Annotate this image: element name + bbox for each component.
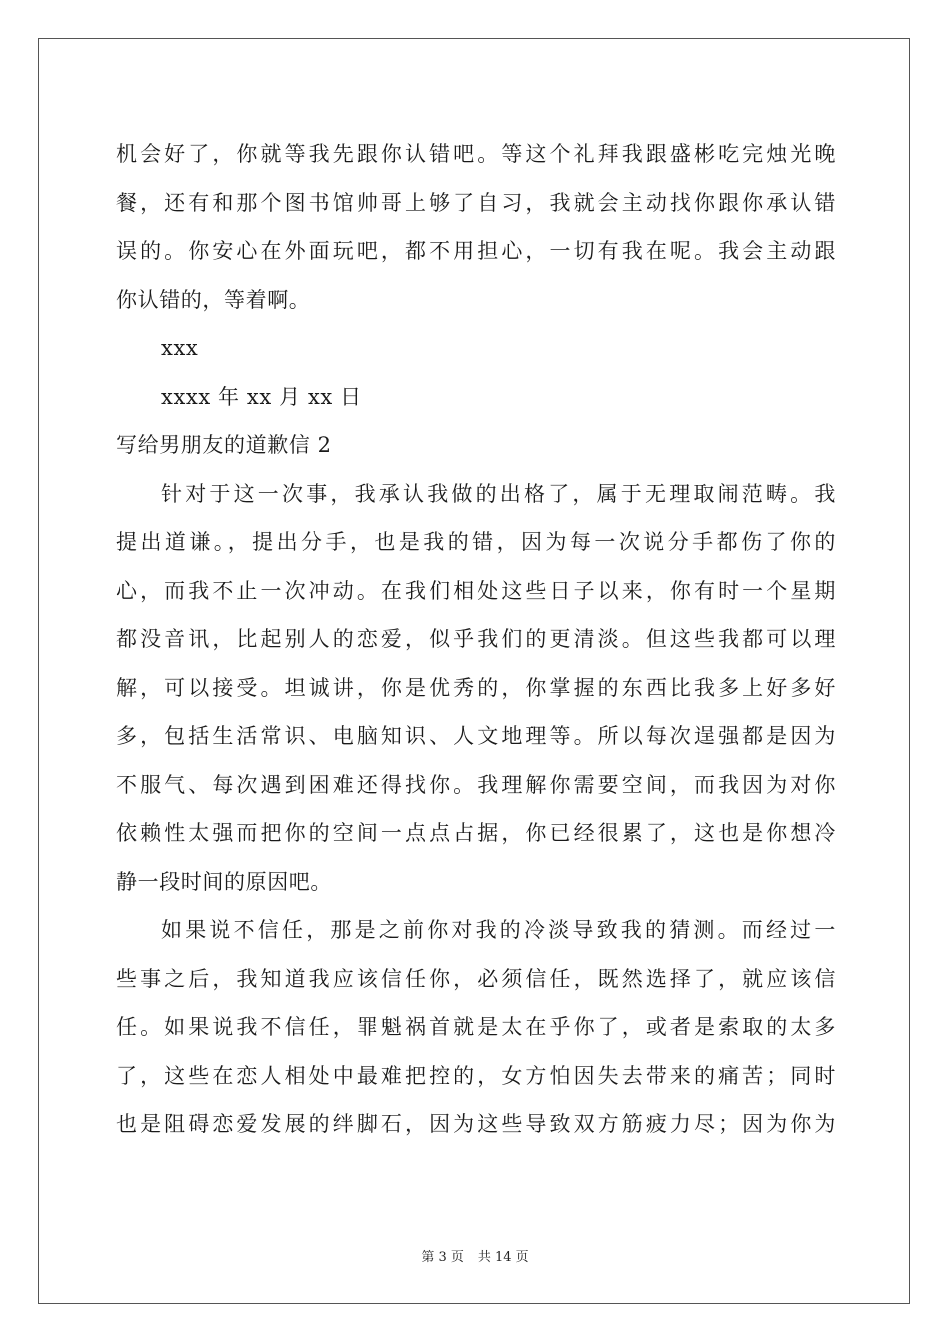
signature: xxx	[161, 336, 199, 360]
text-line: 心，而我不止一次冲动。在我们相处这些日子以来，你有时一个星期	[116, 578, 836, 603]
document-body	[116, 130, 836, 1149]
text-line: 多，包括生活常识、电脑知识、人文地理等。所以每次逞强都是因为	[116, 724, 836, 748]
text-line: 如果说不信任，那是之前你对我的冷淡导致我的猜测。而经过一	[161, 918, 836, 942]
text-line: 都没音讯，比起别人的恋爱，似乎我们的更清淡。但这些我都可以理	[116, 627, 836, 651]
text-line: 餐，还有和那个图书馆帅哥上够了自习，我就会主动找你跟你承认错	[116, 190, 836, 215]
text-line: 不服气、每次遇到困难还得找你。我理解你需要空间，而我因为对你	[116, 772, 836, 797]
text-line: 了，这些在恋人相处中最难把控的，女方怕因失去带来的痛苦；同时	[116, 1063, 836, 1088]
page-total: 共 14 页	[477, 1250, 529, 1265]
page-number: 第 3 页	[421, 1250, 464, 1265]
page-footer	[0, 1246, 950, 1265]
text-line: 误的。你安心在外面玩吧，都不用担心，一切有我在呢。我会主动跟	[116, 239, 836, 263]
text-line: 你认错的，等着啊。	[116, 287, 311, 312]
text-line: 机会好了，你就等我先跟你认错吧。等这个礼拜我跟盛彬吃完烛光晚	[116, 142, 836, 166]
text-line: 也是阻碍恋爱发展的绊脚石，因为这些导致双方筋疲力尽；因为你为	[116, 1112, 836, 1136]
text-line: 静一段时间的原因吧。	[116, 869, 332, 894]
text-line: 依赖性太强而把你的空间一点点占据，你已经很累了，这也是你想冷	[116, 821, 836, 845]
text-line: 提出道谦。，提出分手，也是我的错，因为每一次说分手都伤了你的	[116, 530, 836, 554]
text-line: 解，可以接受。坦诚讲，你是优秀的，你掌握的东西比我多上好多好	[116, 675, 836, 700]
letter-date: xxxx 年 xx 月 xx 日	[161, 384, 362, 409]
text-line: 任。如果说我不信任，罪魁祸首就是太在乎你了，或者是索取的太多	[116, 1015, 836, 1039]
text-line: 针对于这一次事，我承认我做的出格了，属于无理取闹范畴。我	[161, 481, 836, 506]
section-heading: 写给男朋友的道歉信 2	[116, 433, 332, 457]
text-line: 些事之后，我知道我应该信任你，必须信任，既然选择了，就应该信	[116, 966, 836, 991]
